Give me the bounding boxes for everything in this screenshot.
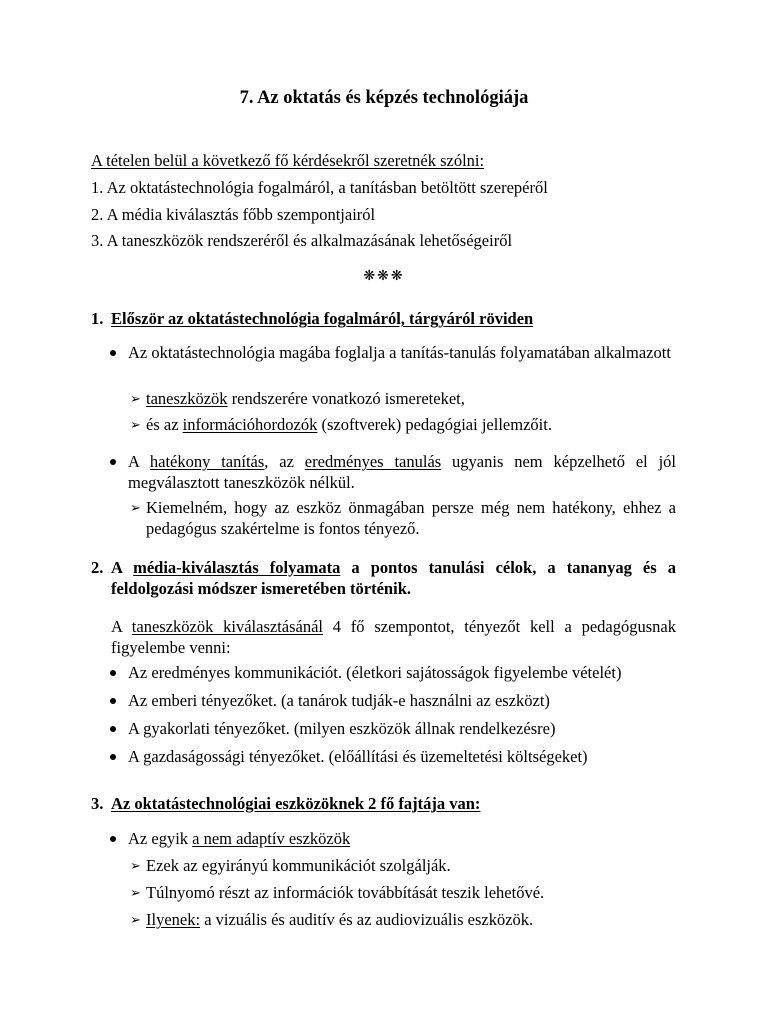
s3-sub-3 (146, 909, 533, 930)
s3-b1-pre: Az egyik (128, 829, 193, 848)
s2-paragraph (111, 616, 676, 658)
s1-sub-2-text: (szoftverek) pedagógiai jellemzőit. (317, 415, 552, 434)
section-2-number: 2. (91, 558, 104, 577)
s2-bullet-3: A gyakorlati tényezőket. (milyen eszközök állnak rendelkezésre) (128, 719, 556, 738)
s2-bullet-2: Az emberi tényezőket. (a tanárok tudják-e használni az eszközt) (128, 691, 550, 710)
bullet-icon (110, 754, 116, 760)
s3-sub-1: Ezek az egyirányú kommunikációt szolgálják. (146, 856, 451, 875)
section-2-heading (111, 557, 676, 599)
arrow-bullet-icon: ➢ (130, 859, 141, 874)
bullet-icon (110, 836, 116, 842)
section-separator: ❋❋❋ (363, 268, 405, 284)
term-ilyenek: Ilyenek: (146, 910, 201, 929)
term-media-kivalasztas: média-kiválasztás folyamata (133, 558, 341, 577)
s2-para-pre: A (111, 617, 132, 636)
s1-bullet-1: Az oktatástechnológia magába foglalja a tanítás-tanulás folyamatában alkalmazott (128, 343, 671, 362)
intro-heading: A tételen belül a következő fő kérdésekről szeretnék szólni: (91, 151, 485, 170)
s2-para-rest: 4 fő szempontot, tényezőt kell a pedagógusnak figyelembe venni: (111, 617, 676, 657)
s2-heading-pre: A (111, 558, 134, 577)
bullet-icon (110, 459, 116, 465)
page-title: 7. Az oktatás és képzés technológiája (239, 88, 529, 108)
s3-sub-3-text: a vizuális és auditív és az audiovizuális eszközök. (200, 910, 534, 929)
s1-bullet-2 (128, 451, 676, 493)
s1-sub-1-text: rendszerére vonatkozó ismereteket, (227, 389, 465, 408)
s1-b2-mid: , az (264, 452, 305, 471)
term-taneszkozok: taneszközök (146, 389, 228, 408)
s3-sub-2: Túlnyomó részt az információk továbbítását teszik lehetővé. (146, 883, 545, 902)
intro-item-3: 3. A taneszközök rendszeréről és alkalmazásának lehetőségeiről (91, 231, 513, 250)
s1-b2-sub: Kiemelném, hogy az eszköz önmagában persze még nem hatékony, ehhez a pedagógus szakértelme is fontos tényező. (146, 498, 676, 538)
s1-b2-pre: A (128, 452, 150, 471)
section-3-number: 3. (91, 794, 104, 813)
term-informaciohordozok: információhordozók (182, 415, 318, 434)
arrow-bullet-icon: ➢ (130, 501, 141, 516)
section-1-heading: Először az oktatástechnológia fogalmáról, tárgyáról röviden (111, 309, 534, 328)
bullet-icon (110, 726, 116, 732)
bullet-icon (110, 698, 116, 704)
term-eredmenyes-tanulas: eredményes tanulás (304, 452, 442, 471)
term-hatekony-tanitas: hatékony tanítás (149, 452, 265, 471)
s2-bullet-4: A gazdaságossági tényezőket. (előállítási és üzemeltetési költségeket) (128, 747, 588, 766)
s1-sub-2-pre: és az (146, 415, 183, 434)
arrow-bullet-icon: ➢ (130, 913, 141, 928)
arrow-bullet-icon: ➢ (130, 886, 141, 901)
arrow-bullet-icon: ➢ (130, 418, 141, 433)
s2-heading-rest: a pontos tanulási célok, a tananyag és a feldolgozási módszer ismeretében történik. (111, 558, 676, 598)
term-nem-adaptiv: a nem adaptív eszközök (192, 829, 351, 848)
s3-bullet-1 (128, 828, 350, 849)
bullet-icon (110, 670, 116, 676)
s1-b2-rest: ugyanis nem képzelhető el jól megválasztott taneszközök nélkül. (128, 452, 677, 492)
s1-sub-1 (146, 388, 465, 409)
section-3-heading: Az oktatástechnológiai eszközöknek 2 fő fajtája van: (111, 794, 481, 813)
arrow-bullet-icon: ➢ (130, 392, 141, 407)
intro-item-1: 1. Az oktatástechnológia fogalmáról, a tanításban betöltött szerepéről (91, 178, 548, 197)
s1-sub-2 (146, 414, 552, 435)
bullet-icon (110, 350, 116, 356)
intro-item-2: 2. A média kiválasztás főbb szempontjairól (91, 205, 376, 224)
section-1-number: 1. (91, 309, 104, 328)
term-taneszkozok-kivalasztasanal: taneszközök kiválasztásánál (131, 617, 323, 636)
s2-bullet-1: Az eredményes kommunikációt. (életkori sajátosságok figyelembe vételét) (128, 663, 622, 682)
